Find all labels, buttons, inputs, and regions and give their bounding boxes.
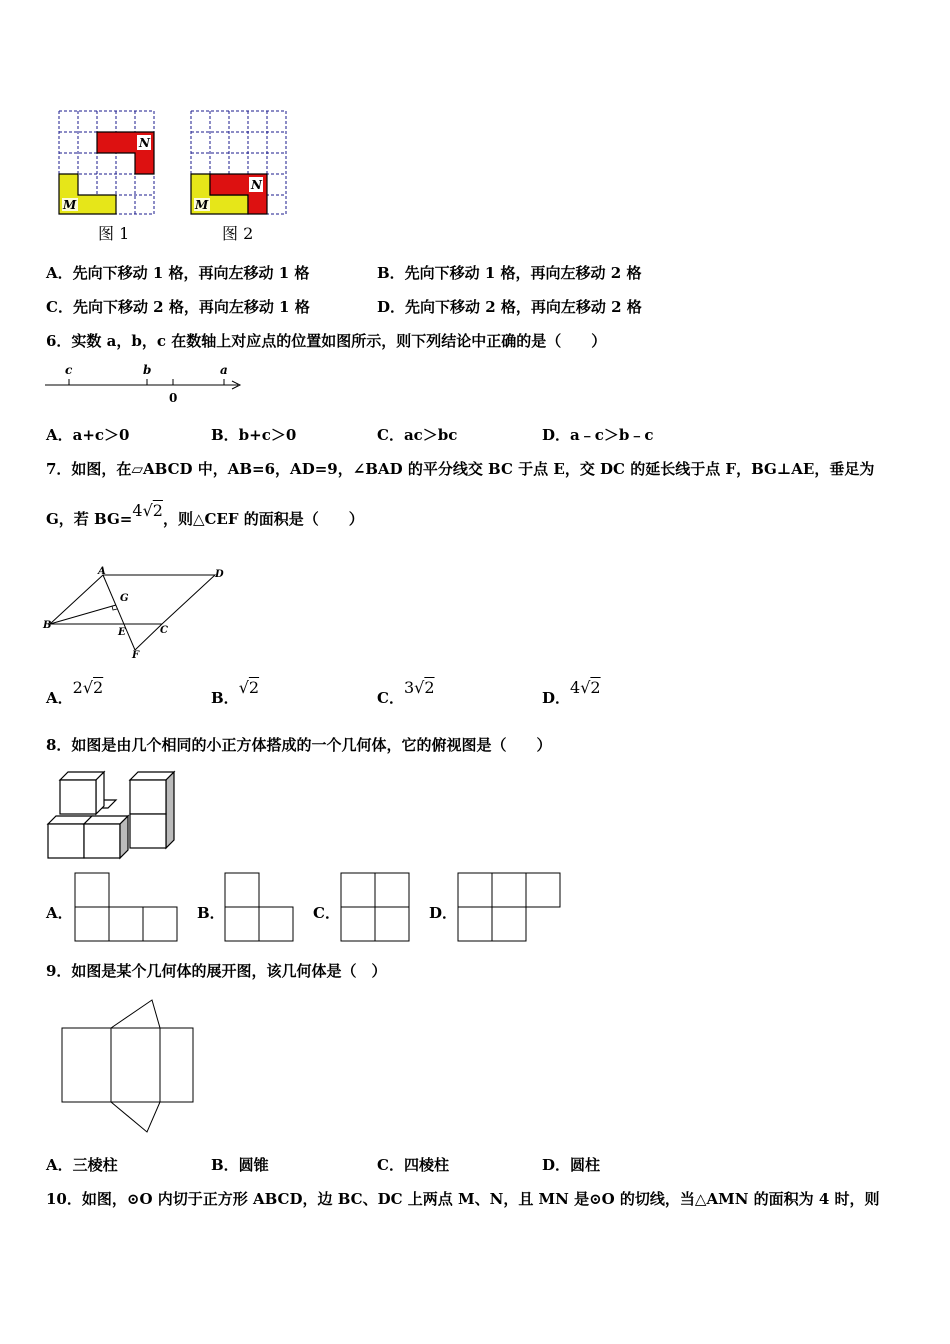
svg-text:C: C — [160, 625, 168, 636]
q7-option-d[interactable]: D．4√2 — [542, 678, 601, 707]
q7-stem-line1: 7．如图，在▱ABCD 中，AB=6，AD=9，∠BAD 的平分线交 BC 于点 E，交 DC 的延长线于点 F，BG⊥AE，垂足为 — [46, 460, 875, 478]
q7-option-b[interactable]: B．√2 — [211, 678, 260, 707]
q7-option-c[interactable]: C．3√2 — [377, 678, 435, 707]
q5-figure-2 — [188, 108, 292, 218]
q9-option-d[interactable]: D．圆柱 — [542, 1156, 601, 1174]
q6-option-a[interactable]: A．a+c＞0 — [46, 426, 130, 444]
q8-option-a-grid[interactable] — [74, 872, 182, 944]
caption-fig1: 图 1 — [98, 224, 130, 243]
q5-option-d[interactable]: D．先向下移动 2 格，再向左移动 2 格 — [377, 298, 642, 316]
q8-option-b-grid[interactable] — [224, 872, 298, 944]
svg-text:E: E — [118, 627, 126, 638]
q8-option-c-grid[interactable] — [340, 872, 414, 944]
svg-text:D: D — [215, 569, 224, 580]
q8-option-b-label[interactable]: B． — [197, 904, 225, 922]
svg-text:F: F — [132, 650, 140, 660]
label-m: M — [63, 198, 77, 212]
svg-text:0: 0 — [169, 391, 178, 405]
svg-text:B: B — [43, 620, 52, 631]
q6-number-line — [40, 358, 250, 408]
q6-option-d[interactable]: D．a﹣c＞b﹣c — [542, 426, 654, 444]
q6-option-c[interactable]: C．ac＞bc — [377, 426, 458, 444]
svg-text:N: N — [251, 178, 262, 192]
q7-parallelogram-figure — [40, 565, 230, 660]
q9-stem: 9．如图是某个几何体的展开图，该几何体是（ ） — [46, 962, 387, 980]
caption-fig2: 图 2 — [222, 224, 254, 243]
q9-option-a[interactable]: A．三棱柱 — [46, 1156, 118, 1174]
svg-text:A: A — [98, 566, 106, 577]
q6-stem: 6．实数 a，b，c 在数轴上对应点的位置如图所示，则下列结论中正确的是（ ） — [46, 332, 607, 350]
q5-option-b[interactable]: B．先向下移动 1 格，再向左移动 2 格 — [377, 264, 642, 282]
svg-text:a: a — [220, 363, 228, 377]
q8-stem: 8．如图是由几个相同的小正方体搭成的一个几何体，它的俯视图是（ ） — [46, 736, 552, 754]
q8-option-d-label[interactable]: D． — [429, 904, 458, 922]
label-n: N — [139, 136, 150, 150]
q10-stem: 10．如图，⊙O 内切于正方形 ABCD，边 BC、DC 上两点 M、N，且 MN 是⊙O 的切线，当△AMN 的面积为 4 时，则 — [46, 1190, 880, 1208]
q8-option-a-label[interactable]: A． — [46, 904, 73, 922]
svg-text:G: G — [120, 593, 129, 604]
q8-option-d-grid[interactable] — [457, 872, 565, 944]
q7-stem-line2: G，若 BG=4√2，则△CEF 的面积是（ ） — [46, 501, 364, 528]
q9-net-figure — [58, 996, 198, 1138]
q8-cube-figure — [44, 768, 180, 860]
q5-figure-1 — [56, 108, 160, 218]
svg-text:M: M — [195, 198, 209, 212]
svg-text:b: b — [143, 363, 152, 377]
q9-option-b[interactable]: B．圆锥 — [211, 1156, 269, 1174]
q6-option-b[interactable]: B．b+c＞0 — [211, 426, 297, 444]
q7-option-a[interactable]: A．2√2 — [46, 678, 104, 707]
svg-text:c: c — [65, 363, 73, 377]
q5-option-a[interactable]: A．先向下移动 1 格，再向左移动 1 格 — [46, 264, 310, 282]
q8-option-c-label[interactable]: C． — [313, 904, 340, 922]
q5-option-c[interactable]: C．先向下移动 2 格，再向左移动 1 格 — [46, 298, 310, 316]
q9-option-c[interactable]: C．四棱柱 — [377, 1156, 449, 1174]
